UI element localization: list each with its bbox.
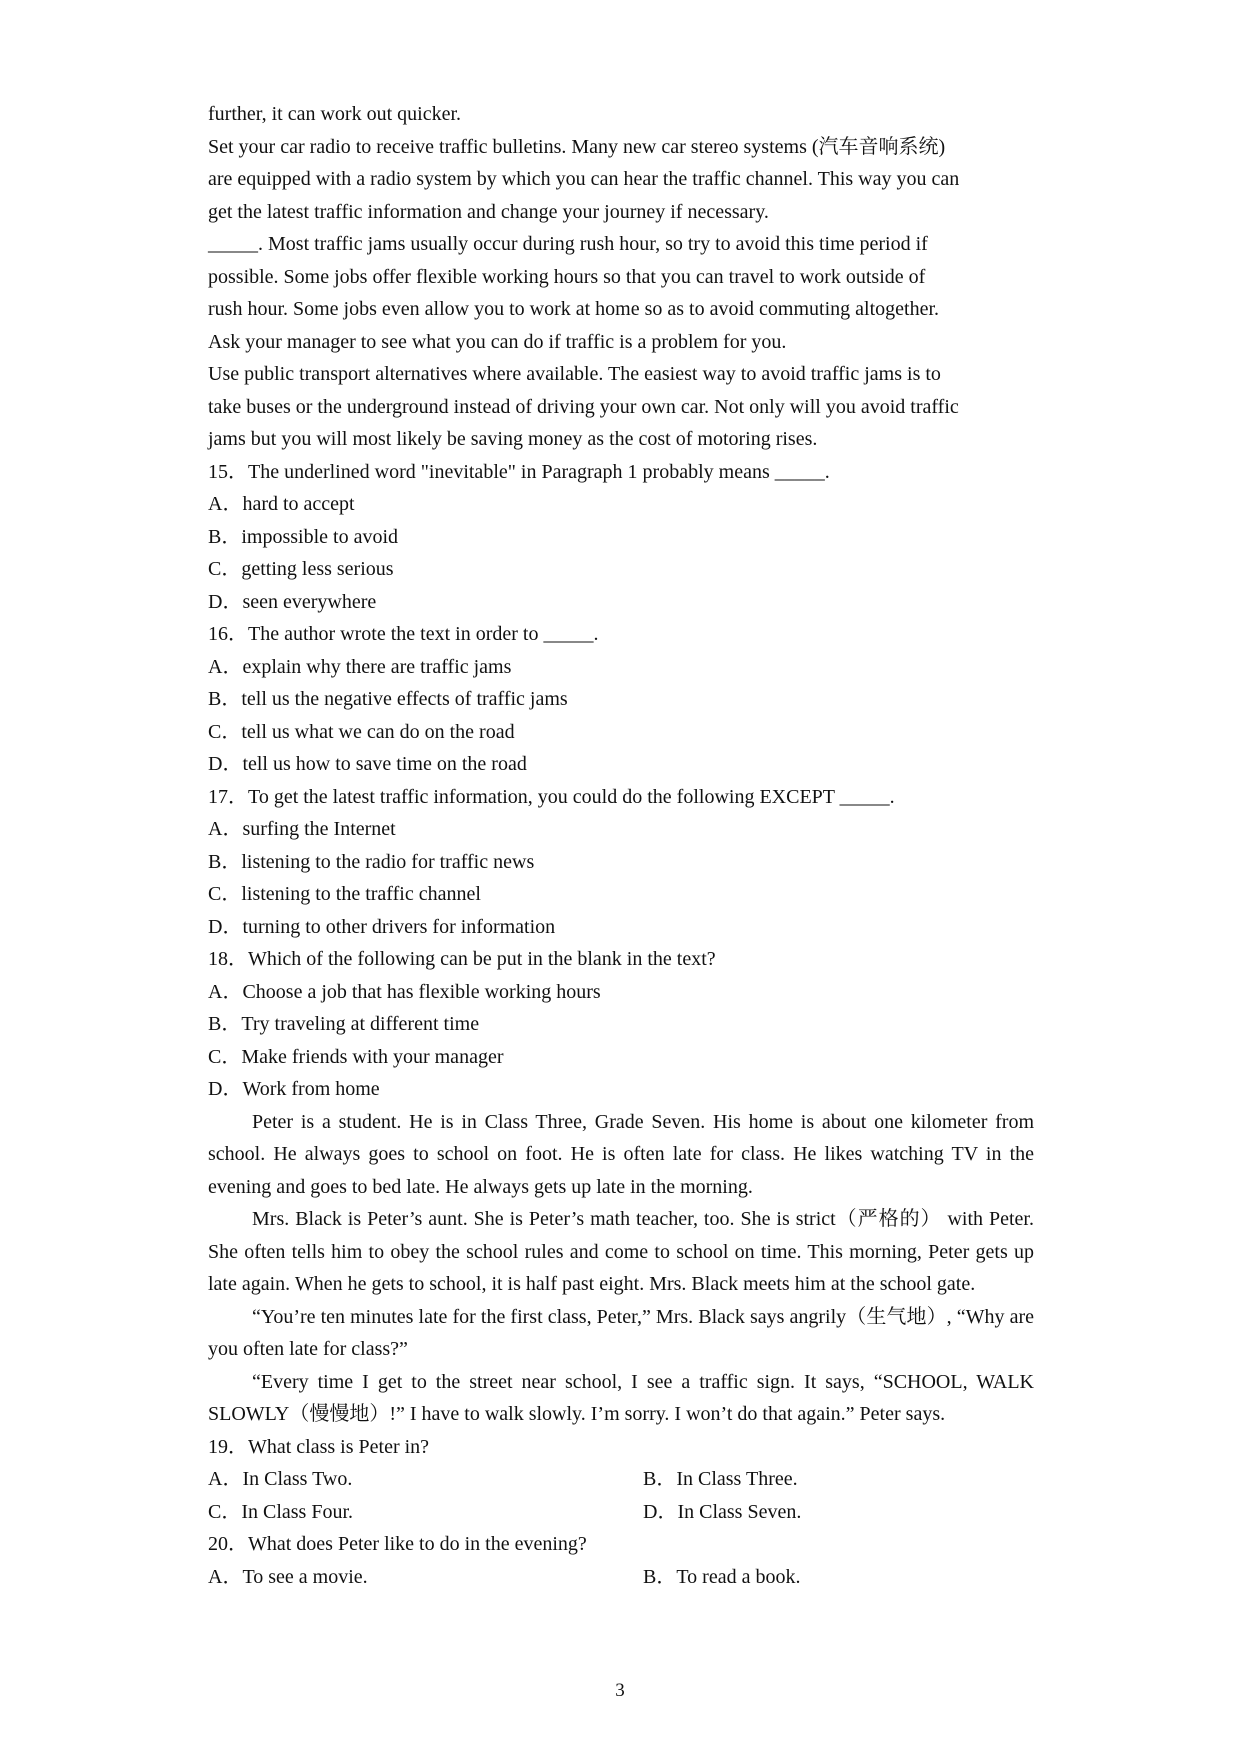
answer-option-d[interactable]: D．tell us how to save time on the road (208, 753, 527, 775)
question-stem: 16．The author wrote the text in order to _____. (208, 623, 599, 645)
answer-option-c[interactable]: C．getting less serious (208, 558, 394, 580)
story-paragraph: Peter is a student. He is in Class Three, Grade Seven. His home is about one kilometer from school. He always goes to school on foot. He is often late for class. He likes watching TV in the evening and goes to bed late. He always gets up late in the morning. (208, 1110, 1034, 1198)
question-stem: 20．What does Peter like to do in the evening? (208, 1533, 587, 1555)
passage-line: Use public transport alternatives where available. The easiest way to avoid traffic jams is to (208, 363, 941, 385)
passage-line: are equipped with a radio system by which you can hear the traffic channel. This way you can (208, 168, 960, 190)
question-stem: 15．The underlined word "inevitable" in Paragraph 1 probably means _____. (208, 460, 830, 483)
passage-line: rush hour. Some jobs even allow you to work at home so as to avoid commuting altogether. (208, 298, 940, 320)
answer-option-c[interactable]: C．Make friends with your manager (208, 1045, 504, 1068)
question-16 (208, 618, 1034, 781)
story-paragraph: “You’re ten minutes late for the first class, Peter,” Mrs. Black says angrily（生气地）, “Why are you often late for class?” (208, 1305, 1034, 1360)
answer-option-d[interactable]: D．Work from home (208, 1078, 380, 1100)
story-paragraph: “Every time I get to the street near school, I see a traffic sign. It says, “SCHOOL, WALK SLOWLY（慢慢地）!” I have to walk slowly. I’m sorry. I won’t do that again.” Peter says. (208, 1370, 1034, 1425)
passage-line: get the latest traffic information and change your journey if necessary. (208, 200, 769, 223)
question-stem: 17．To get the latest traffic information, you could do the following EXCEPT _____. (208, 785, 895, 808)
answer-option-b[interactable]: B．listening to the radio for traffic news (208, 850, 535, 873)
question-18 (208, 943, 1034, 1106)
passage-line: _____. Most traffic jams usually occur during rush hour, so try to avoid this time period if (208, 233, 928, 255)
question-19 (208, 1431, 1034, 1529)
option-row (208, 1561, 1034, 1594)
passage-line: Ask your manager to see what you can do if traffic is a problem for you. (208, 330, 787, 353)
answer-option-b[interactable]: B．impossible to avoid (208, 525, 398, 548)
story-passage (208, 1106, 1034, 1431)
passage-continuation (208, 98, 1034, 456)
story-paragraph: Mrs. Black is Peter’s aunt. She is Peter’s math teacher, too. She is strict（严格的） with Peter. She often tells him to obey the school rules and come to school on time. This morning, Peter gets up late again. When he gets to school, it is half past eight. Mrs. Black meets him at the school gate. (208, 1208, 1034, 1295)
question-stem: 19．What class is Peter in? (208, 1435, 430, 1458)
question-stem: 18．Which of the following can be put in the blank in the text? (208, 948, 716, 970)
answer-option-a[interactable]: A．Choose a job that has flexible working hours (208, 980, 601, 1003)
passage-line: further, it can work out quicker. (208, 103, 462, 125)
passage-line: take buses or the underground instead of driving your own car. Not only will you avoid traffic (208, 395, 959, 418)
answer-option-c[interactable]: C．listening to the traffic channel (208, 883, 481, 905)
option-row (208, 1496, 1034, 1529)
answer-option-a[interactable]: A．surfing the Internet (208, 818, 396, 840)
question-20 (208, 1528, 1034, 1593)
answer-option-b[interactable]: B．To read a book. (643, 1565, 801, 1588)
passage-line: possible. Some jobs offer flexible working hours so that you can travel to work outside of (208, 265, 926, 288)
answer-option-b[interactable]: B．In Class Three. (643, 1468, 798, 1490)
answer-option-c[interactable]: C．In Class Four. (208, 1500, 354, 1523)
answer-option-a[interactable]: A．In Class Two. (208, 1468, 353, 1490)
answer-option-b[interactable]: B．Try traveling at different time (208, 1013, 480, 1035)
passage-line: Set your car radio to receive traffic bulletins. Many new car stereo systems (汽车音响系统) (208, 135, 946, 158)
answer-option-d[interactable]: D．In Class Seven. (643, 1500, 802, 1523)
document-page (208, 98, 1034, 1593)
answer-option-a[interactable]: A．hard to accept (208, 493, 355, 515)
answer-option-a[interactable]: A．explain why there are traffic jams (208, 655, 512, 678)
answer-option-b[interactable]: B．tell us the negative effects of traffic jams (208, 688, 568, 710)
answer-option-c[interactable]: C．tell us what we can do on the road (208, 720, 515, 743)
answer-option-d[interactable]: D．turning to other drivers for information (208, 915, 556, 938)
question-17 (208, 781, 1034, 944)
option-row (208, 1463, 1034, 1496)
answer-option-a[interactable]: A．To see a movie. (208, 1565, 368, 1588)
page-number: 3 (615, 1680, 625, 1701)
answer-option-d[interactable]: D．seen everywhere (208, 590, 377, 613)
passage-line: jams but you will most likely be saving money as the cost of motoring rises. (208, 428, 818, 450)
question-15 (208, 456, 1034, 619)
